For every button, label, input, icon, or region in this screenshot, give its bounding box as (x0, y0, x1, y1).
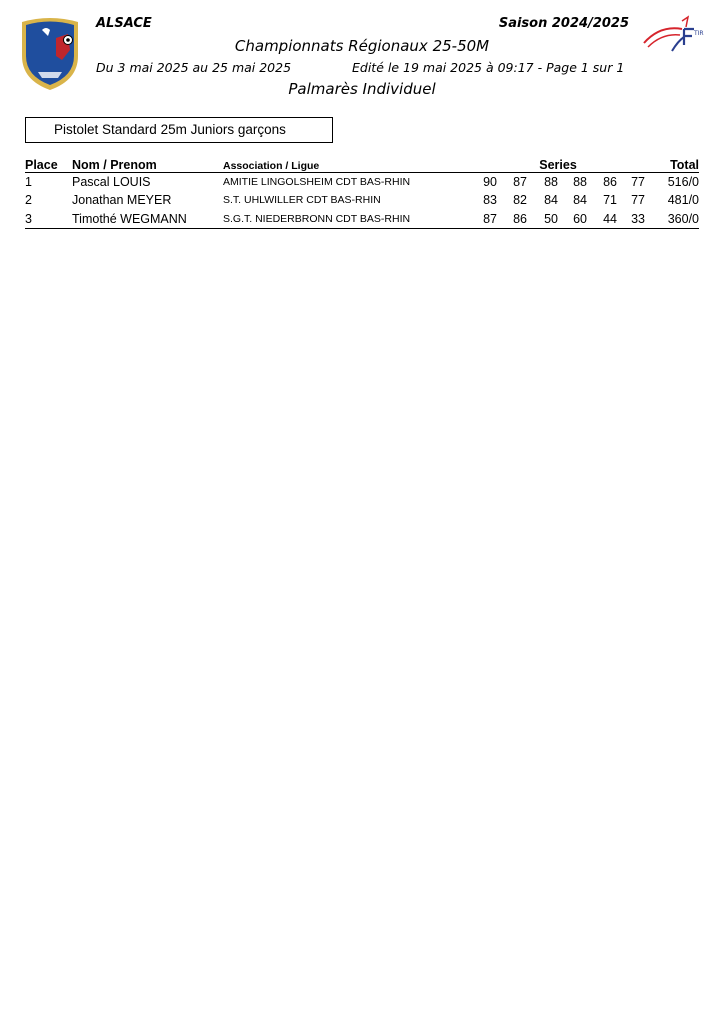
total-cell: 481/0 (667, 193, 699, 207)
edition-info: Edité le 19 mai 2025 à 09:17 - Page 1 sur 1 (352, 60, 625, 75)
header-series: Series (471, 153, 645, 173)
results-table (25, 153, 699, 229)
svg-text:TIR: TIR (694, 30, 704, 37)
place-cell: 1 (25, 175, 32, 189)
association-cell: AMITIE LINGOLSHEIM CDT BAS-RHIN (223, 176, 411, 188)
date-range: Du 3 mai 2025 au 25 mai 2025 (96, 60, 292, 75)
series-cell: 86 (603, 175, 617, 189)
total-cell: 516/0 (667, 175, 699, 189)
series-cell: 82 (513, 193, 527, 207)
event-title-box (25, 117, 333, 143)
header-place: Place (25, 153, 72, 173)
series-cell: 88 (573, 175, 587, 189)
series-cell: 77 (631, 193, 645, 207)
series-cell: 44 (587, 209, 617, 229)
page-subtitle: Palmarès Individuel (288, 80, 436, 98)
header-association: Association / Ligue (223, 153, 471, 173)
name-cell: Pascal LOUIS (72, 175, 151, 189)
series-cell: 88 (544, 175, 558, 189)
table-row (25, 173, 699, 192)
header-name: Nom / Prenom (72, 153, 223, 173)
association-cell: S.T. UHLWILLER CDT BAS-RHIN (223, 194, 381, 206)
place-cell: 3 (25, 209, 72, 229)
series-cell: 50 (527, 209, 558, 229)
table-row (25, 209, 699, 229)
table-header-row (25, 153, 699, 173)
table-row (25, 191, 699, 209)
series-cell: 86 (497, 209, 527, 229)
series-cell: 77 (631, 175, 645, 189)
name-cell: Timothé WEGMANN (72, 209, 223, 229)
event-name: Pistolet Standard 25m Juniors garçons (54, 122, 286, 137)
series-cell: 87 (513, 175, 527, 189)
header-total: Total (645, 153, 699, 173)
championship-title: Championnats Régionaux 25-50M (234, 37, 490, 55)
series-cell: 84 (573, 193, 587, 207)
series-cell: 33 (617, 209, 645, 229)
series-cell: 90 (483, 175, 497, 189)
series-cell: 84 (544, 193, 558, 207)
place-cell: 2 (25, 193, 32, 207)
name-cell: Jonathan MEYER (72, 193, 172, 207)
series-cell: 60 (558, 209, 587, 229)
series-cell: 71 (603, 193, 617, 207)
region-label: ALSACE (96, 16, 152, 31)
series-cell: 87 (471, 209, 497, 229)
association-cell: S.G.T. NIEDERBRONN CDT BAS-RHIN (223, 209, 471, 229)
season-label: Saison 2024/2025 (498, 16, 629, 31)
series-cell: 83 (483, 193, 497, 207)
total-cell: 360/0 (645, 209, 699, 229)
